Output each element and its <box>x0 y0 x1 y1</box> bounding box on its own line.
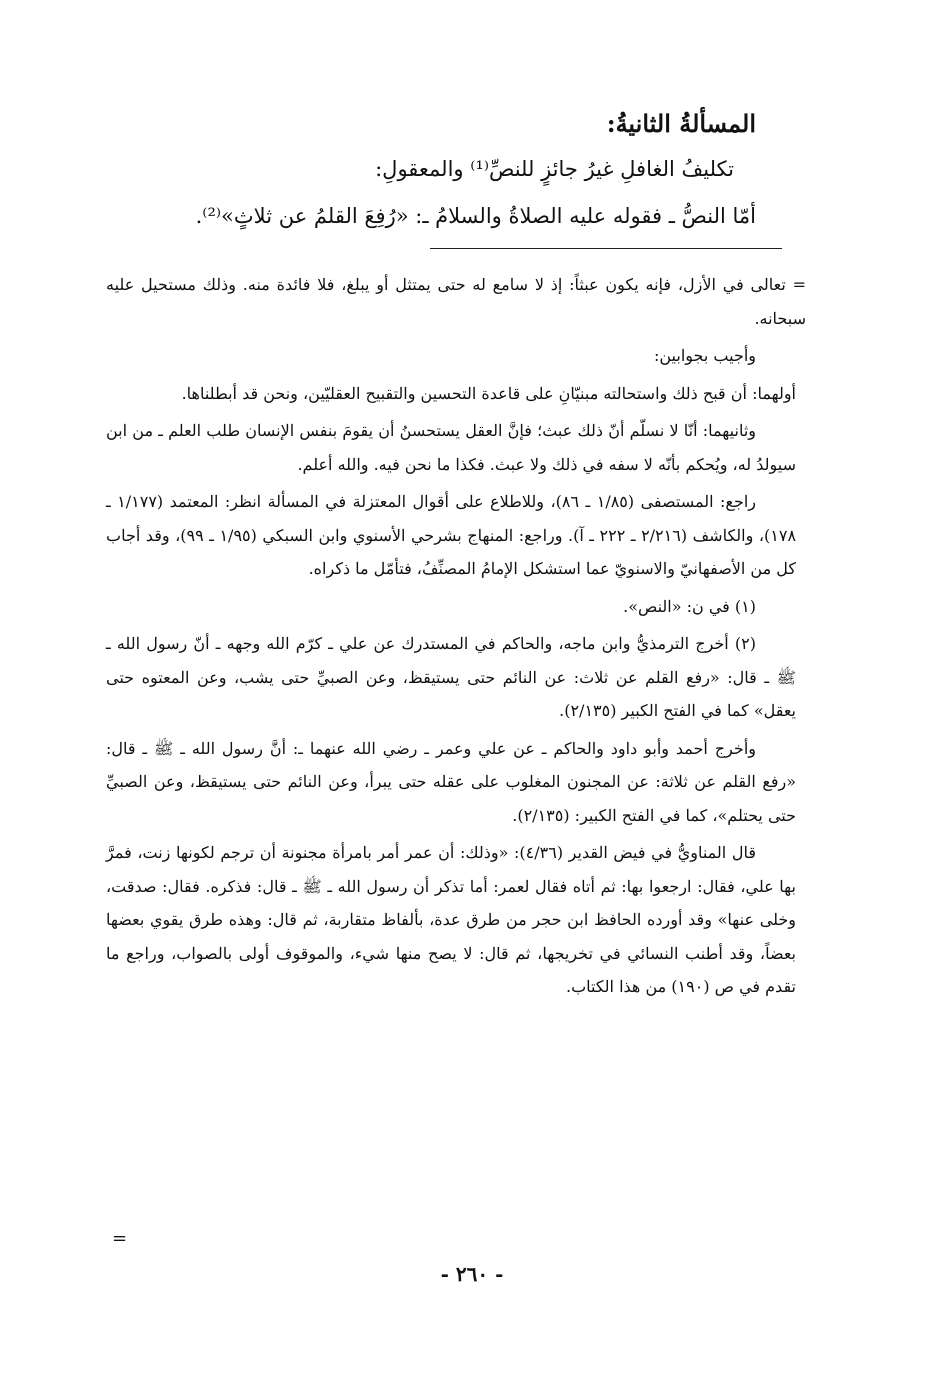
footnotes <box>106 268 806 1008</box>
footnote-paragraph: وأخرج أحمد وأبو داود والحاكم ـ عن علي وعمر ـ رضي الله عنهما ـ: أنَّ رسول الله ـ ﷺ ـ قال: «رفع القلم عن ثلاثة: عن المجنون المغلوب على عقله حتى يبرأ، وعن النائم حتى يستيقظ، وعن الصبيِّ حتى يحتلم»، كما في الفتح الكبير: (٢/١٣٥). <box>106 738 796 825</box>
page-number: - ٢٦٠ - <box>440 1262 504 1286</box>
main-text <box>156 146 756 240</box>
footnote-paragraph: قال المناويُّ في فيض القدير (٤/٣٦): «وذلك: أن عمر أمر بامرأة مجنونة أن ترجم لكونها زنت، فمرَّ بها علي، فقال: ارجعوا بها: ثم أتاه فقال لعمر: أما تذكر أن رسول الله ـ ﷺ ـ قال: فذكره. فقال: صدقت، وخلى عنها» وقد أورده الحافظ ابن حجر من طرق عدة، بألفاظ متقاربة، ثم قال: وهذه طرق يقوي بعضها بعضاً، وقد أطنب النسائي في تخريجها، ثم قال: لا يصح منها شيء، والموقوف أولى بالصواب، وراجع ما تقدم في ص (١٩٠) من هذا الكتاب. <box>106 843 796 996</box>
main-text-line: أمّا النصُّ ـ فقوله عليه الصلاةُ والسلامُ ـ: «رُفِعَ القلمُ عن ثلاثٍ»⁽²⁾. <box>195 204 756 228</box>
footnote-paragraph: (٢) أخرج الترمذيُّ وابن ماجه، والحاكم في المستدرك عن علي ـ كرّم الله وجهه ـ أنّ رسول الله ـ ﷺ ـ قال: «رفع القلم عن ثلاث: عن النائم حتى يستيقظ، وعن الصبيِّ حتى يشب، وعن المعتوه حتى يعقل» كما في الفتح الكبير (٢/١٣٥). <box>106 634 796 720</box>
footnote-paragraph: راجع: المستصفى (١/٨٥ ـ ٨٦)، وللاطلاع على أقوال المعتزلة في المسألة انظر: المعتمد (١/١٧٧ ـ ١٧٨)، والكاشف (٢/٢١٦ ـ ٢٢٢ ـ آ). وراجع: المنهاج بشرحي الأسنوي وابن السبكي (١/٩٥ ـ ٩٩)، وقد أجاب كل من الأصفهانيّ والاسنويّ عما استشكل الإمامُ المصنِّفُ، فتأمّل ما ذكراه. <box>106 492 797 578</box>
footnote-paragraph: = تعالى في الأزل، فإنه يكون عبثاً: إذ لا سامع له حتى يمتثل أو يبلغ، فلا فائدة منه. وذلك مستحيل عليه سبحانه. <box>106 275 806 328</box>
section-heading: المسألةُ الثانيةُ: <box>606 109 756 138</box>
continuation-mark: = <box>112 1228 128 1249</box>
footnote-paragraph: (١) في ن: «النص». <box>623 596 756 616</box>
footnote-separator <box>430 248 782 249</box>
footnote-paragraph: أولهما: أن قبح ذلك واستحالته مبنيّانِ على قاعدة التحسين والتقبيح العقليّين، ونحن قد أبطلناها. <box>181 383 796 403</box>
footnote-paragraph: وثانيهما: أنّا لا نسلّم أنّ ذلك عبث؛ فإنَّ العقل يستحسنُ أن يقومَ بنفس الإنسان طلب العلم ـ من ابن سيولدُ له، ويُحكم بأنّه لا سفه في ذلك ولا عبث. فكذا ما نحن فيه. والله أعلم. <box>106 421 796 474</box>
footnote-paragraph: وأجيب بجوابين: <box>653 346 756 365</box>
main-text-line: تكليفُ الغافلِ غيرُ جائزٍ للنصِّ⁽¹⁾ والمعقولِ: <box>375 157 734 181</box>
